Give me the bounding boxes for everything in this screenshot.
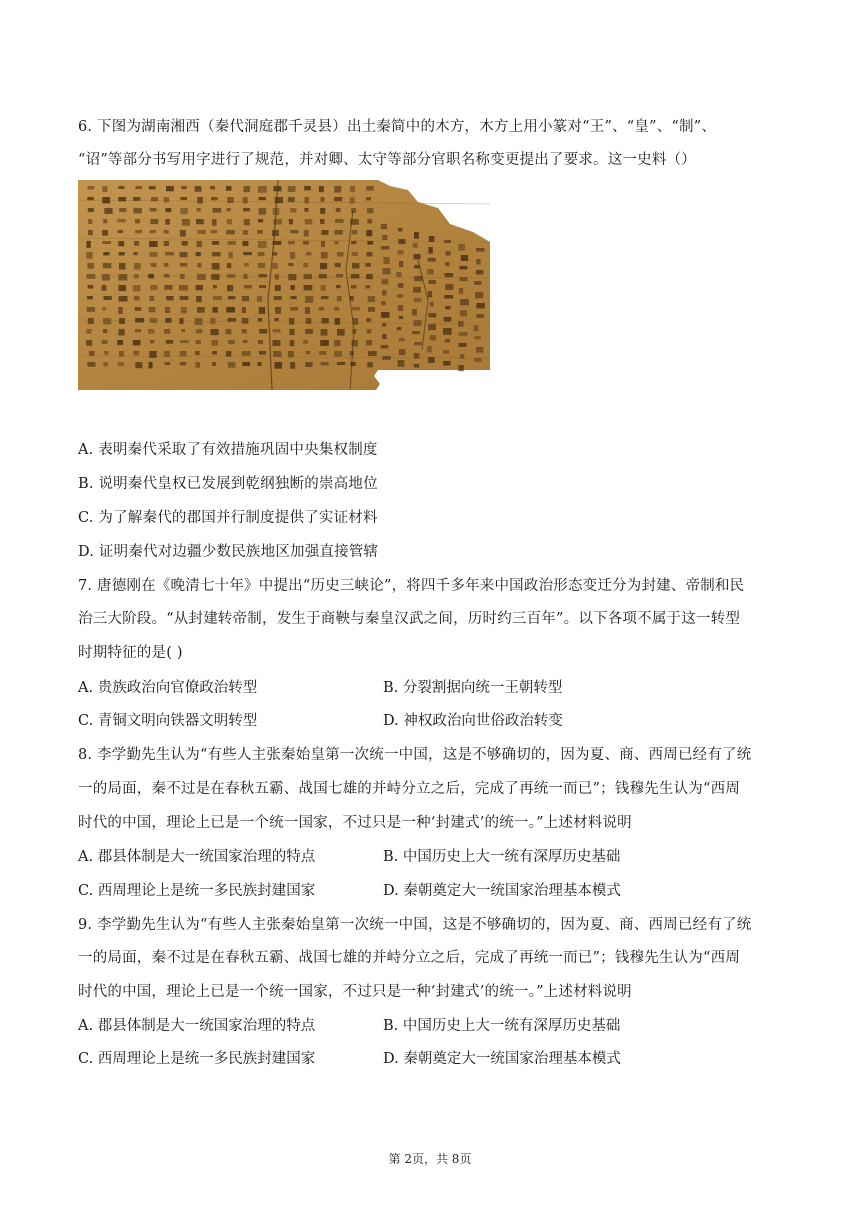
q6-stem-line-1: 6. 下图为湖南湘西（秦代洞庭郡千灵县）出土秦简中的木方，木方上用小篆对“王”、“皇”、“制”、 (78, 119, 717, 135)
q7-option-a: A. 贵族政治向官僚政治转型 (78, 680, 258, 696)
q9-option-a: A. 郡县体制是大一统国家治理的特点 (78, 1018, 316, 1034)
q7-option-c: C. 青铜文明向铁器文明转型 (78, 713, 258, 729)
q7-stem-line-3: 时期特征的是( ) (78, 645, 183, 661)
q7-stem-line-2: 治三大阶段。“从封建转帝制，发生于商鞅与秦皇汉武之间，历时约三百年”。以下各项不属于这一转型 (78, 611, 741, 627)
q6-stem-line-2: “诏”等部分书写用字进行了规范，并对卿、太守等部分官职名称变更提出了要求。这一史料（） (78, 152, 696, 168)
q8-option-c: C. 西周理论上是统一多民族封建国家 (78, 883, 316, 899)
q7-stem-line-1: 7. 唐德刚在《晚清七十年》中提出“历史三峡论”，将四千多年来中国政治形态变迁分为封建、帝制和民 (78, 578, 745, 594)
q9-option-b: B. 中国历史上大一统有深厚历史基础 (383, 1018, 621, 1034)
q8-stem-line-2: 一的局面，秦不过是在春秋五霸、战国七雄的并峙分立之后，完成了再统一而已”；钱穆先生认为“西周 (78, 781, 741, 797)
q7-option-d: D. 神权政治向世俗政治转变 (383, 713, 563, 729)
q6-option-d: D. 证明秦代对边疆少数民族地区加强直接管辖 (78, 544, 379, 560)
q8-option-b: B. 中国历史上大一统有深厚历史基础 (383, 849, 621, 865)
q8-option-a: A. 郡县体制是大一统国家治理的特点 (78, 849, 316, 865)
q6-option-c: C. 为了解秦代的郡国并行制度提供了实证材料 (78, 510, 378, 526)
q8-stem-line-3: 时代的中国，理论上已是一个统一国家，不过只是一种‘封建式’的统一。”上述材料说明 (78, 815, 632, 831)
q9-stem-line-2: 一的局面，秦不过是在春秋五霸、战国七雄的并峙分立之后，完成了再统一而已”；钱穆先生认为“西周 (78, 950, 741, 966)
page-footer: 第 2页，共 8页 (388, 1152, 472, 1166)
q6-option-a: A. 表明秦代采取了有效措施巩固中央集权制度 (78, 442, 378, 458)
q9-option-d: D. 秦朝奠定大一统国家治理基本模式 (383, 1051, 621, 1067)
q8-option-d: D. 秦朝奠定大一统国家治理基本模式 (383, 883, 621, 899)
q9-option-c: C. 西周理论上是统一多民族封建国家 (78, 1051, 316, 1067)
q8-stem-line-1: 8. 李学勤先生认为“有些人主张秦始皇第一次统一中国，这是不够确切的，因为夏、商、西周已经有了统 (78, 747, 752, 763)
q6-option-b: B. 说明秦代皇权已发展到乾纲独断的崇高地位 (78, 476, 378, 492)
qin-bamboo-slip-image (78, 180, 490, 390)
q9-stem-line-1: 9. 李学勤先生认为“有些人主张秦始皇第一次统一中国，这是不够确切的，因为夏、商、西周已经有了统 (78, 917, 752, 933)
q9-stem-line-3: 时代的中国，理论上已是一个统一国家，不过只是一种‘封建式’的统一。”上述材料说明 (78, 984, 632, 1000)
q7-option-b: B. 分裂割据向统一王朝转型 (383, 680, 563, 696)
